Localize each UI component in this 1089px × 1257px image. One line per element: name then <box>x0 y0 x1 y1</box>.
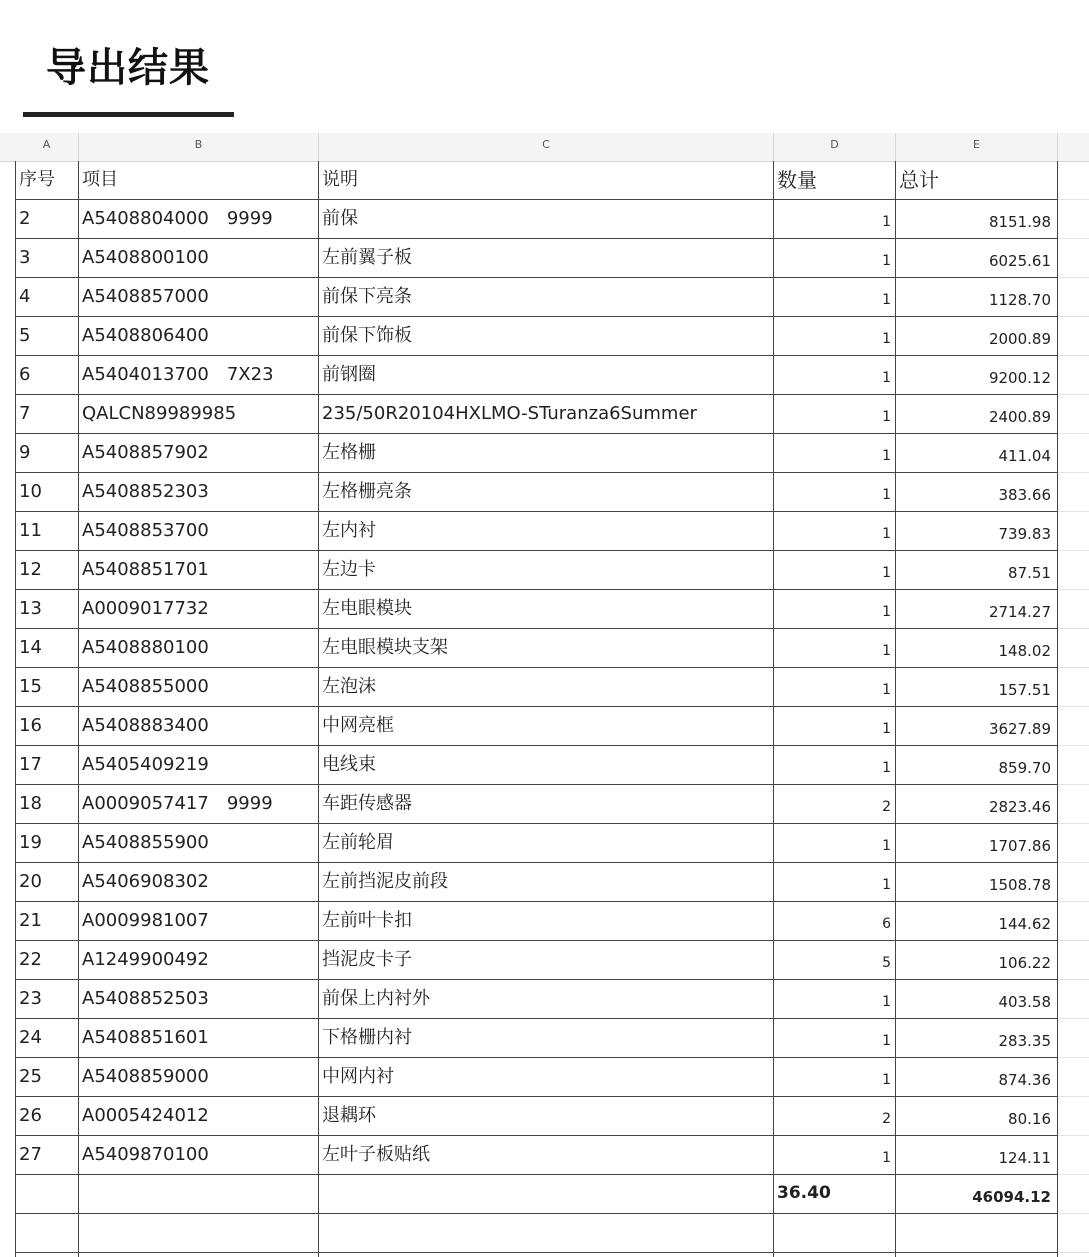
table-row <box>0 551 1089 590</box>
empty-cell[interactable] <box>1058 590 1089 629</box>
cell-desc[interactable]: 前保下饰板 <box>319 317 774 356</box>
cell-total[interactable]: 8151.98 <box>896 200 1058 239</box>
cell-seq[interactable]: 14 <box>15 629 79 668</box>
empty-cell[interactable] <box>1058 278 1089 317</box>
empty-cell[interactable] <box>1058 629 1089 668</box>
cell-desc[interactable]: 前保下亮条 <box>319 278 774 317</box>
cell-qty[interactable]: 1 <box>774 512 896 551</box>
empty-cell[interactable] <box>1058 941 1089 980</box>
cell-qty[interactable]: 1 <box>774 590 896 629</box>
header-total[interactable]: 总计 <box>896 161 1058 200</box>
empty-cell[interactable] <box>1058 434 1089 473</box>
cell-total[interactable]: 157.51 <box>896 668 1058 707</box>
cell-desc[interactable]: 左前翼子板 <box>319 239 774 278</box>
cell-qty[interactable]: 1 <box>774 1136 896 1175</box>
empty-cell[interactable] <box>1058 746 1089 785</box>
table-row <box>0 941 1089 980</box>
empty-cell[interactable] <box>1058 1097 1089 1136</box>
column-header-bar <box>0 133 1089 162</box>
empty-cell[interactable] <box>1058 1175 1089 1214</box>
cell-total[interactable]: 1707.86 <box>896 824 1058 863</box>
cell-desc[interactable]: 左电眼模块 <box>319 590 774 629</box>
cell-total[interactable]: 874.36 <box>896 1058 1058 1097</box>
empty-cell[interactable] <box>79 1214 319 1253</box>
empty-cell[interactable] <box>15 1253 79 1257</box>
cell-total[interactable]: 80.16 <box>896 1097 1058 1136</box>
cell-total[interactable]: 859.70 <box>896 746 1058 785</box>
cell-desc[interactable]: 左边卡 <box>319 551 774 590</box>
cell-total[interactable]: 6025.61 <box>896 239 1058 278</box>
header-desc[interactable]: 说明 <box>319 161 774 200</box>
item-code: A5408851601 <box>82 1027 209 1048</box>
cell-qty[interactable]: 1 <box>774 980 896 1019</box>
item-code: A5408851701 <box>82 559 209 580</box>
cell-total[interactable]: 2400.89 <box>896 395 1058 434</box>
cell-item[interactable] <box>79 473 319 512</box>
cell-desc[interactable]: 车距传感器 <box>319 785 774 824</box>
empty-cell[interactable] <box>1058 1214 1089 1253</box>
table-row <box>0 980 1089 1019</box>
cell-item[interactable] <box>79 317 319 356</box>
table-row <box>0 278 1089 317</box>
cell-item[interactable] <box>79 278 319 317</box>
item-code: A5404013700 <box>82 364 209 385</box>
grand-total[interactable]: 46094.12 <box>896 1175 1058 1214</box>
column-letter-d[interactable]: D <box>774 133 896 161</box>
item-code: A0009981007 <box>82 910 209 931</box>
cell-total[interactable]: 411.04 <box>896 434 1058 473</box>
empty-cell[interactable] <box>896 1253 1058 1257</box>
empty-cell[interactable] <box>1058 512 1089 551</box>
table-row <box>0 668 1089 707</box>
cell-total[interactable]: 144.62 <box>896 902 1058 941</box>
table-row <box>0 200 1089 239</box>
cell-seq[interactable]: 21 <box>15 902 79 941</box>
item-suffix: 9999 <box>226 793 273 814</box>
empty-cell[interactable] <box>1058 239 1089 278</box>
table-row <box>0 824 1089 863</box>
item-code: A5408857000 <box>82 286 209 307</box>
cell-item[interactable] <box>79 1019 319 1058</box>
cell-seq[interactable]: 7 <box>15 395 79 434</box>
cell-item[interactable] <box>79 668 319 707</box>
cell-seq[interactable]: 18 <box>15 785 79 824</box>
cell-desc[interactable]: 前保 <box>319 200 774 239</box>
cell-item[interactable] <box>79 785 319 824</box>
cell-qty[interactable]: 1 <box>774 1058 896 1097</box>
cell-seq[interactable]: 6 <box>15 356 79 395</box>
cell-item[interactable] <box>79 239 319 278</box>
cell-desc[interactable]: 挡泥皮卡子 <box>319 941 774 980</box>
empty-cell[interactable] <box>15 1214 79 1253</box>
cell-qty[interactable]: 1 <box>774 473 896 512</box>
item-code: A5408855900 <box>82 832 209 853</box>
cell-desc[interactable]: 中网亮框 <box>319 707 774 746</box>
cell-seq[interactable]: 23 <box>15 980 79 1019</box>
cell-qty[interactable]: 1 <box>774 863 896 902</box>
cell-item[interactable] <box>79 434 319 473</box>
cell-seq[interactable]: 5 <box>15 317 79 356</box>
empty-cell[interactable] <box>319 1175 774 1214</box>
cell-item[interactable] <box>79 1136 319 1175</box>
item-code: A5408883400 <box>82 715 209 736</box>
item-code: A5408880100 <box>82 637 209 658</box>
cell-seq[interactable]: 27 <box>15 1136 79 1175</box>
header-seq[interactable]: 序号 <box>15 161 79 200</box>
item-code: A5405409219 <box>82 754 209 775</box>
cell-qty[interactable]: 2 <box>774 785 896 824</box>
empty-cell[interactable] <box>1058 1253 1089 1257</box>
table-row <box>0 473 1089 512</box>
item-code: A5408800100 <box>82 247 209 268</box>
table-row <box>0 746 1089 785</box>
item-code: QALCN89989985 <box>82 403 237 424</box>
item-code: A5406908302 <box>82 871 209 892</box>
empty-cell[interactable] <box>319 1253 774 1257</box>
cell-qty[interactable]: 1 <box>774 395 896 434</box>
empty-cell[interactable] <box>1058 668 1089 707</box>
empty-row <box>0 1253 1089 1257</box>
empty-cell[interactable] <box>319 1214 774 1253</box>
table-row <box>0 902 1089 941</box>
empty-cell[interactable] <box>1058 785 1089 824</box>
cell-item[interactable] <box>79 200 319 239</box>
cell-item[interactable] <box>79 512 319 551</box>
table-row <box>0 239 1089 278</box>
table-row <box>0 863 1089 902</box>
empty-cell[interactable] <box>1058 1058 1089 1097</box>
cell-total[interactable]: 1128.70 <box>896 278 1058 317</box>
cell-qty[interactable]: 1 <box>774 629 896 668</box>
cell-desc[interactable]: 前保上内衬外 <box>319 980 774 1019</box>
cell-desc[interactable]: 前钢圈 <box>319 356 774 395</box>
empty-cell[interactable] <box>79 1253 319 1257</box>
cell-qty[interactable]: 5 <box>774 941 896 980</box>
cell-total[interactable]: 283.35 <box>896 1019 1058 1058</box>
cell-total[interactable]: 87.51 <box>896 551 1058 590</box>
cell-desc[interactable]: 中网内衬 <box>319 1058 774 1097</box>
table-row <box>0 1097 1089 1136</box>
item-code: A5409870100 <box>82 1144 209 1165</box>
item-code: A5408806400 <box>82 325 209 346</box>
empty-cell[interactable] <box>1058 317 1089 356</box>
cell-desc[interactable]: 左电眼模块支架 <box>319 629 774 668</box>
table-row <box>0 590 1089 629</box>
cell-qty[interactable]: 1 <box>774 1019 896 1058</box>
cell-item[interactable] <box>79 707 319 746</box>
total-qty[interactable]: 36.40 <box>774 1175 896 1214</box>
totals-row <box>0 1175 1089 1214</box>
cell-desc[interactable]: 电线束 <box>319 746 774 785</box>
cell-seq[interactable]: 24 <box>15 1019 79 1058</box>
item-code: A0009057417 <box>82 793 209 814</box>
cell-total[interactable]: 106.22 <box>896 941 1058 980</box>
cell-seq[interactable]: 9 <box>15 434 79 473</box>
empty-cell[interactable] <box>1058 395 1089 434</box>
column-letter-a[interactable]: A <box>15 133 79 161</box>
table-row <box>0 356 1089 395</box>
cell-qty[interactable]: 1 <box>774 746 896 785</box>
table-row <box>0 1058 1089 1097</box>
cell-seq[interactable]: 3 <box>15 239 79 278</box>
empty-cell[interactable] <box>1058 161 1089 200</box>
title-underline <box>23 112 234 117</box>
table-row <box>0 1019 1089 1058</box>
empty-cell[interactable] <box>1058 1136 1089 1175</box>
cell-item[interactable] <box>79 551 319 590</box>
column-letter-e[interactable]: E <box>896 133 1058 161</box>
cell-qty[interactable]: 1 <box>774 668 896 707</box>
cell-desc[interactable]: 下格栅内衬 <box>319 1019 774 1058</box>
cell-desc[interactable]: 左前叶卡扣 <box>319 902 774 941</box>
item-code: A0009017732 <box>82 598 209 619</box>
item-code: A5408857902 <box>82 442 209 463</box>
item-code: A1249900492 <box>82 949 209 970</box>
table-row <box>0 317 1089 356</box>
cell-item[interactable] <box>79 395 319 434</box>
item-code: A5408852303 <box>82 481 209 502</box>
cell-total[interactable]: 148.02 <box>896 629 1058 668</box>
cell-qty[interactable]: 1 <box>774 707 896 746</box>
cell-desc[interactable]: 左内衬 <box>319 512 774 551</box>
cell-total[interactable]: 9200.12 <box>896 356 1058 395</box>
cell-seq[interactable]: 13 <box>15 590 79 629</box>
item-code: A0005424012 <box>82 1105 209 1126</box>
empty-cell[interactable] <box>15 1175 79 1214</box>
cell-total[interactable]: 1508.78 <box>896 863 1058 902</box>
empty-cell[interactable] <box>1058 902 1089 941</box>
cell-item[interactable] <box>79 902 319 941</box>
empty-row <box>0 1214 1089 1253</box>
cell-qty[interactable]: 1 <box>774 434 896 473</box>
empty-cell[interactable] <box>1058 551 1089 590</box>
cell-seq[interactable]: 22 <box>15 941 79 980</box>
cell-desc[interactable]: 左前挡泥皮前段 <box>319 863 774 902</box>
empty-cell[interactable] <box>1058 473 1089 512</box>
item-code: A5408855000 <box>82 676 209 697</box>
empty-cell[interactable] <box>1058 824 1089 863</box>
cell-seq[interactable]: 25 <box>15 1058 79 1097</box>
header-item[interactable]: 项目 <box>79 161 319 200</box>
cell-seq[interactable]: 10 <box>15 473 79 512</box>
cell-desc[interactable]: 左泡沫 <box>319 668 774 707</box>
item-code: A5408852503 <box>82 988 209 1009</box>
cell-seq[interactable]: 26 <box>15 1097 79 1136</box>
cell-qty[interactable]: 2 <box>774 1097 896 1136</box>
cell-qty[interactable]: 1 <box>774 356 896 395</box>
item-code: A5408859000 <box>82 1066 209 1087</box>
table-row <box>0 785 1089 824</box>
cell-item[interactable] <box>79 1058 319 1097</box>
item-suffix: 9999 <box>226 208 273 229</box>
cell-total[interactable]: 383.66 <box>896 473 1058 512</box>
item-code: A5408804000 <box>82 208 209 229</box>
header-row <box>0 161 1089 200</box>
table-row <box>0 512 1089 551</box>
cell-item[interactable] <box>79 746 319 785</box>
cell-desc[interactable]: 左格栅 <box>319 434 774 473</box>
table-row <box>0 434 1089 473</box>
table-row <box>0 395 1089 434</box>
cell-item[interactable] <box>79 590 319 629</box>
cell-qty[interactable]: 1 <box>774 824 896 863</box>
cell-seq[interactable]: 12 <box>15 551 79 590</box>
cell-seq[interactable]: 4 <box>15 278 79 317</box>
cell-total[interactable]: 3627.89 <box>896 707 1058 746</box>
spreadsheet <box>0 133 1089 1257</box>
empty-cell[interactable] <box>1058 707 1089 746</box>
cell-qty[interactable]: 6 <box>774 902 896 941</box>
cell-seq[interactable]: 20 <box>15 863 79 902</box>
column-letter-b[interactable]: B <box>79 133 319 161</box>
table-row <box>0 629 1089 668</box>
cell-item[interactable] <box>79 824 319 863</box>
cell-desc[interactable]: 左叶子板贴纸 <box>319 1136 774 1175</box>
table-row <box>0 1136 1089 1175</box>
empty-cell[interactable] <box>1058 980 1089 1019</box>
empty-cell[interactable] <box>774 1253 896 1257</box>
column-letter-c[interactable]: C <box>319 133 774 161</box>
cell-total[interactable]: 403.58 <box>896 980 1058 1019</box>
cell-seq[interactable]: 15 <box>15 668 79 707</box>
cell-desc[interactable]: 左格栅亮条 <box>319 473 774 512</box>
cell-item[interactable] <box>79 356 319 395</box>
empty-cell[interactable] <box>1058 863 1089 902</box>
cell-qty[interactable]: 1 <box>774 551 896 590</box>
cell-total[interactable]: 739.83 <box>896 512 1058 551</box>
empty-cell[interactable] <box>1058 356 1089 395</box>
empty-cell[interactable] <box>79 1175 319 1214</box>
empty-cell[interactable] <box>1058 200 1089 239</box>
cell-total[interactable]: 2823.46 <box>896 785 1058 824</box>
cell-seq[interactable]: 16 <box>15 707 79 746</box>
cell-desc[interactable]: 退耦环 <box>319 1097 774 1136</box>
cell-seq[interactable]: 17 <box>15 746 79 785</box>
cell-qty[interactable]: 1 <box>774 317 896 356</box>
cell-seq[interactable]: 11 <box>15 512 79 551</box>
table-row <box>0 707 1089 746</box>
empty-cell[interactable] <box>774 1214 896 1253</box>
cell-item[interactable] <box>79 941 319 980</box>
cell-item[interactable] <box>79 1097 319 1136</box>
cell-total[interactable]: 2000.89 <box>896 317 1058 356</box>
page-title: 导出结果 <box>46 45 210 91</box>
cell-total[interactable]: 2714.27 <box>896 590 1058 629</box>
cell-total[interactable]: 124.11 <box>896 1136 1058 1175</box>
cell-item[interactable] <box>79 863 319 902</box>
item-code: A5408853700 <box>82 520 209 541</box>
cell-item[interactable] <box>79 980 319 1019</box>
cell-seq[interactable]: 19 <box>15 824 79 863</box>
cell-qty[interactable]: 1 <box>774 239 896 278</box>
cell-desc[interactable]: 235/50R20104HXLMO-STuranza6Summer <box>319 395 774 434</box>
empty-cell[interactable] <box>896 1214 1058 1253</box>
item-suffix: 7X23 <box>226 364 274 385</box>
cell-qty[interactable]: 1 <box>774 200 896 239</box>
cell-item[interactable] <box>79 629 319 668</box>
header-qty[interactable]: 数量 <box>774 161 896 200</box>
empty-cell[interactable] <box>1058 1019 1089 1058</box>
cell-desc[interactable]: 左前轮眉 <box>319 824 774 863</box>
cell-seq[interactable]: 2 <box>15 200 79 239</box>
cell-qty[interactable]: 1 <box>774 278 896 317</box>
